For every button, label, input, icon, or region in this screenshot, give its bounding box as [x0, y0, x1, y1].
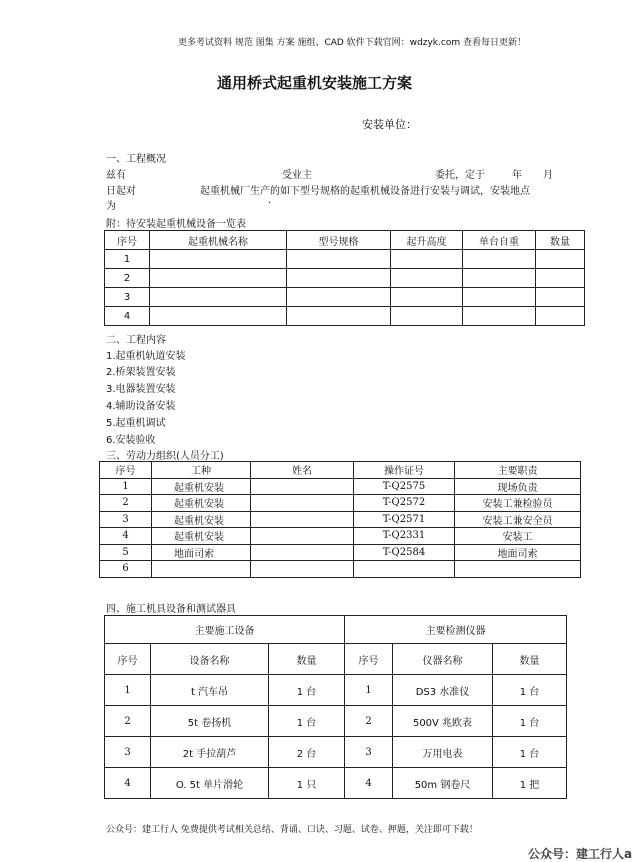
- overview-text: 兹有: [106, 170, 126, 181]
- section-3-heading: 三、劳动力组织(人员分工): [106, 451, 224, 462]
- column-header: 型号规格: [287, 231, 391, 250]
- table-row: 3 2t 手拉葫芦 2 台 3 万用电表 1 台: [105, 737, 567, 768]
- column-header: 数量: [269, 644, 345, 675]
- column-header: 数量: [536, 231, 585, 250]
- column-header: 序号: [100, 462, 152, 479]
- table-row: 4 起重机安装 T-Q2331 安装工: [100, 528, 581, 545]
- work-item: 3.电器装置安装: [106, 384, 176, 395]
- overview-text: 起重机械厂生产的如下型号规格的起重机械设备进行安装与调试，安装地点: [200, 186, 530, 197]
- group-header: 主要施工设备: [105, 616, 345, 644]
- column-header: 姓名: [251, 462, 354, 479]
- section-2-heading: 二、工程内容: [106, 335, 166, 346]
- work-item: 5.起重机调试: [106, 418, 166, 429]
- column-header: 主要职责: [455, 462, 581, 479]
- top-banner: 更多考试资料 规范 图集 方案 施组、CAD 软件下载官网：wdzyk.com 查看每日更新！: [178, 38, 526, 48]
- column-header: 起重机械名称: [150, 231, 287, 250]
- row-number: 1: [105, 250, 150, 269]
- install-unit-label: 安装单位：: [362, 118, 417, 131]
- overview-text: 受业主: [282, 170, 312, 181]
- column-header: 仪器名称: [393, 644, 493, 675]
- column-header: 序号: [345, 644, 393, 675]
- table-row: 6: [100, 561, 581, 578]
- column-header: 数量: [493, 644, 567, 675]
- table-row: [105, 307, 585, 326]
- row-number: 3: [105, 288, 150, 307]
- overview-text: 为: [106, 201, 116, 212]
- document-title: 通用桥式起重机安装施工方案: [217, 74, 413, 92]
- column-header: 工种: [152, 462, 251, 479]
- table-row: 2 5t 卷扬机 1 台 2 500V 兆欧表 1 台: [105, 706, 567, 737]
- table-row: [105, 269, 585, 288]
- column-header: 设备名称: [151, 644, 269, 675]
- group-header: 主要检测仪器: [345, 616, 567, 644]
- section-4-heading: 四、施工机具设备和测试器具: [106, 604, 236, 615]
- table-group-header-row: [105, 616, 567, 644]
- table-header-row: [100, 462, 581, 479]
- footer-note: 公众号：建工行人 免费提供考试相关总结、背诵、口诀、习题、试卷、押题，关注即可下载！: [106, 825, 478, 835]
- table-row: 2 起重机安装 T-Q2572 安装工兼检验员: [100, 495, 581, 512]
- column-header: 操作证号: [354, 462, 455, 479]
- annex-caption: 附：待安装起重机械设备一览表: [106, 219, 246, 230]
- watermark: 公众号：建工行人a: [528, 847, 633, 861]
- table-row: 1 t 汽车吊 1 台 1 DS3 水准仪 1 台: [105, 675, 567, 706]
- work-item: 6.安装验收: [106, 435, 156, 446]
- work-item: 2.桥架装置安装: [106, 367, 176, 378]
- overview-text: 委托，定于: [435, 170, 485, 181]
- overview-text: 日起对: [106, 186, 136, 197]
- column-header: 起升高度: [391, 231, 463, 250]
- tools-table: [104, 615, 567, 799]
- column-header: 序号: [105, 231, 150, 250]
- table-header-row: [105, 644, 567, 675]
- overview-text: 月: [543, 170, 553, 181]
- table-row: 5 地面司索 T-Q2584 地面司索: [100, 544, 581, 561]
- crane-equipment-table: [104, 230, 585, 326]
- table-header-row: [105, 231, 585, 250]
- row-number: 4: [105, 307, 150, 326]
- section-1-heading: 一、工程概况: [106, 154, 166, 165]
- table-row: [105, 250, 585, 269]
- table-row: [105, 288, 585, 307]
- labor-table: [99, 461, 581, 578]
- column-header: 单台自重: [463, 231, 536, 250]
- overview-text: 年: [512, 170, 522, 181]
- overview-text: .: [268, 195, 272, 206]
- table-row: 4 O. 5t 单片滑轮 1 只 4 50m 钢卷尺 1 把: [105, 768, 567, 799]
- table-row: 3 起重机安装 T-Q2571 安装工兼安全员: [100, 511, 581, 528]
- row-number: 2: [105, 269, 150, 288]
- work-item: 1.起重机轨道安装: [106, 351, 186, 362]
- column-header: 序号: [105, 644, 151, 675]
- work-item: 4.辅助设备安装: [106, 401, 176, 412]
- table-row: 1 起重机安装 T-Q2575 现场负责: [100, 478, 581, 495]
